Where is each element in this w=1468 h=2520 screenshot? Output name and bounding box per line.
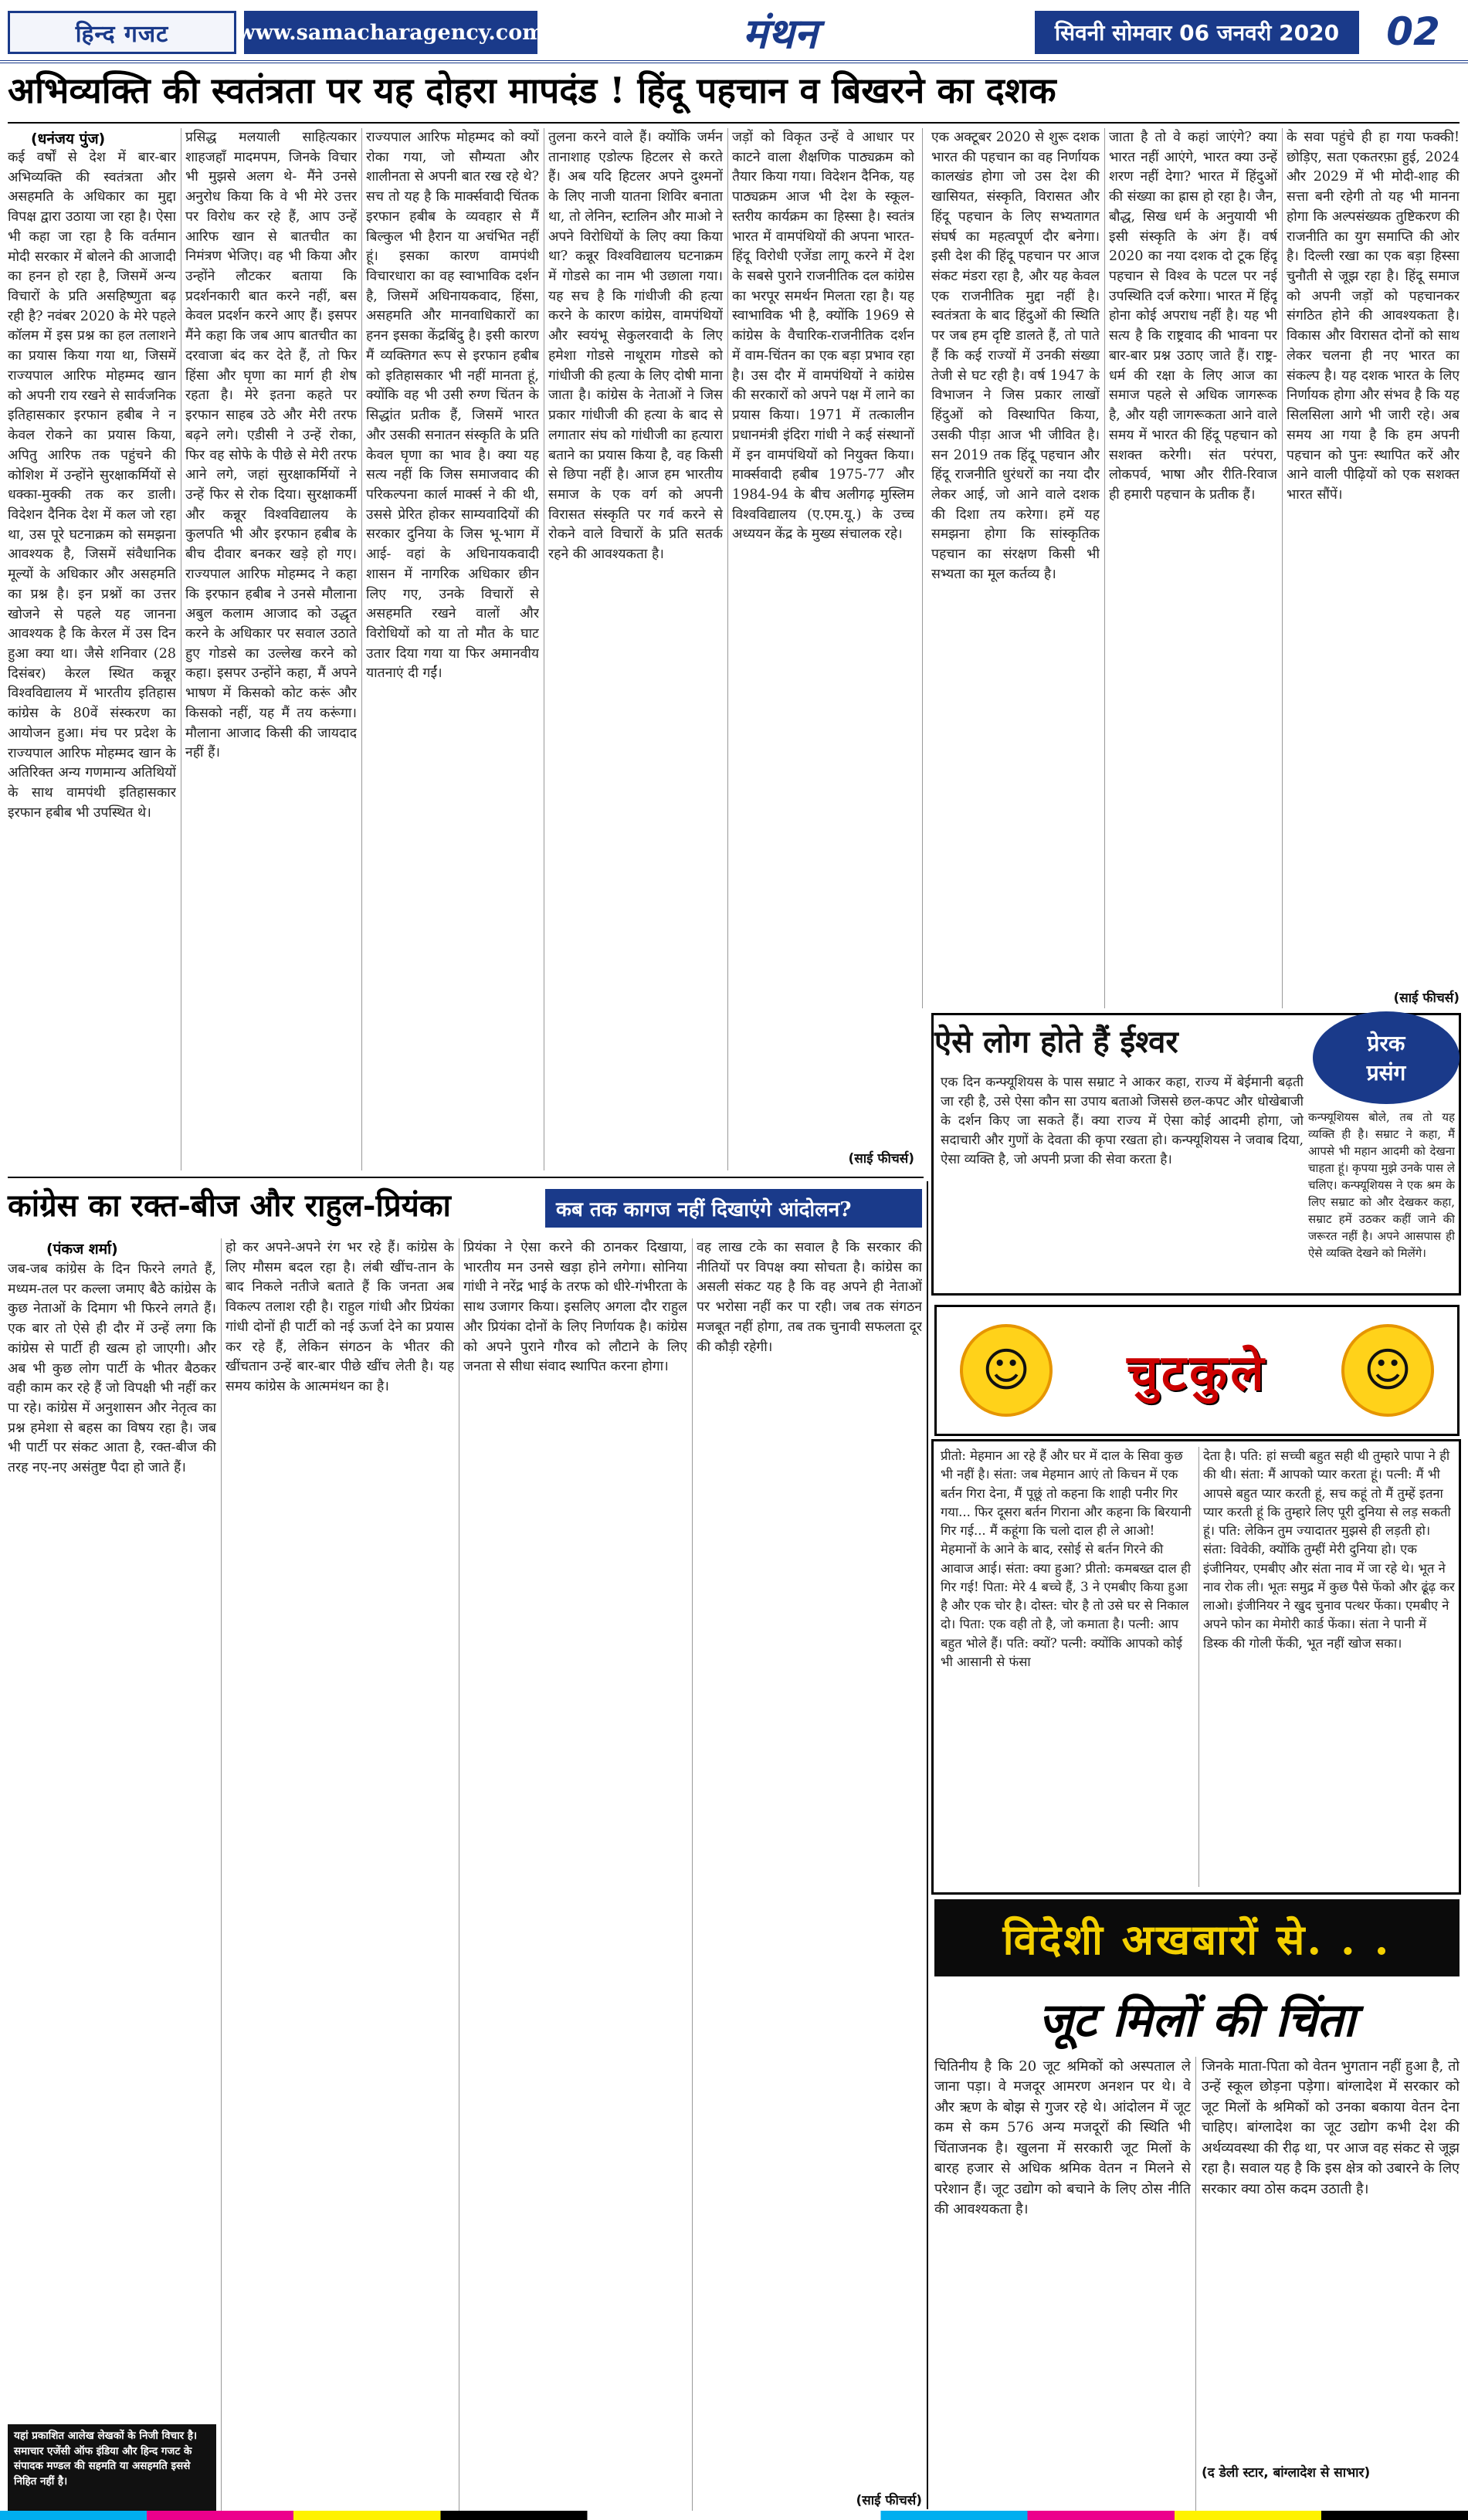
article-column: एक अक्टूबर 2020 से शुरू दशक भारत की पहचान का वह निर्णायक कालखंड होगा जो उस देश की खासियत, संस्कृति, विरासत और हिंदू पहचान के लिए सभ्यतागत संघर्ष का महत्वपूर्ण दौर बनेगा। इसी देश की हिंदू पहचान पर आज संकट मंडरा रहा है, और यह केवल एक राजनीतिक मुद्दा नहीं है। स्वतंत्रता के बाद हिंदुओं की स्थिति पर जब हम दृष्टि डालते हैं, तो पाते हैं कि कई राज्यों में उनकी संख्या तेजी से घट रही है। वर्ष 1947 के विभाजन ने जिस प्रकार लाखों हिंदुओं को विस्थापित किया, उसकी पीड़ा आज भी जीवित है। सन 2019 तक हिंदू पहचान और हिंदू राजनीति धुरंधरों का नया दौर लेकर आई, जो आने वाले दशक की दिशा तय करेगा। हमें यह समझना होगा कि सांस्कृतिक पहचान का संरक्षण किसी भी सभ्यता का मूल कर्तव्य है। (931, 130, 1100, 582)
article-column: जब-जब कांग्रेस के दिन फिरने लगते हैं, मध्यम-तल पर कल्ला जमाए बैठे कांग्रेस के कुछ नेताओं के दिमाग भी फिरने लगते हैं। एक बार तो ऐसे ही दौर में उन्हें लगा कि कांग्रेस से पार्टी ही खत्म हो जाएगी। और अब भी कुछ लोग पार्टी के भीतर बैठकर वही काम कर रहे हैं जो विपक्षी भी नहीं कर पा रहे। कांग्रेस में अनुशासन और नेतृत्व का प्रश्न हमेशा से बहस का विषय रहा है। जब भी पार्टी पर संकट आता है, रक्त-बीज की तरह नए-नए असंतुष्ट पैदा हो जाते हैं। (8, 1262, 216, 1476)
headline-divider (8, 122, 1460, 124)
column-divider (1104, 128, 1105, 1008)
page-number: 02 (1386, 9, 1440, 54)
article-column: के सवा पहुंचे ही हा गया फक्की! छोड़िए, सता एकतरफ़ा हुई, 2024 और 2029 में भी मोदी-शाह की सत्ता बनी रहेगी तो यह भी मानना होगा कि अल्पसंख्यक तुष्टिकरण की राजनीति का युग समाप्ति की ओर है। दिल्ली रखा का एक बड़ा हिस्सा चुनौती से जूझ रहा है। हिंदू समाज को अपनी जड़ों को पहचानकर संगठित होने की आवश्यकता है। विकास और विरासत दोनों को साथ लेकर चलना ही नए भारत का संकल्प है। यह दशक भारत के लिए निर्णायक होगा और संभव है कि यह सिलसिला आगे भी जारी रहे। अब समय आ गया है कि हम अपनी पहचान को पुनः स्थापित करें और आने वाली पीढ़ियों को एक सशक्त भारत सौंपें। (1287, 130, 1460, 503)
article-column: वह लाख टके का सवाल है कि सरकार की नीतियों पर विपक्ष क्या सोचता है। कांग्रेस का असली संकट यह है कि वह अपने ही नेताओं पर भरोसा नहीं कर पा रही। जब तक संगठन मजबूत नहीं होगा, तब तक चुनावी सफलता दूर की कौड़ी रहेगी। (697, 1240, 922, 1355)
column-divider (922, 128, 923, 1008)
column-divider (221, 1238, 222, 2512)
dateline: सिवनी सोमवार 06 जनवरी 2020 (1035, 11, 1359, 54)
laughing-smiley-icon: ☺ (960, 1324, 1053, 1417)
masthead (0, 0, 1468, 63)
article-column: जाता है तो वे कहां जाएंगे? क्या भारत नहीं आएंगे, भारत क्या उन्हें शरण नहीं देगा? भारत में हिंदुओं की संख्या का ह्रास हो रहा है। जैन, बौद्ध, सिख धर्म के अनुयायी भी इसी संस्कृति के अंग हैं। वर्ष 2020 का नया दशक दो टूक हिंदू पहचान से विश्व के पटल पर नई उपस्थिति दर्ज करेगा। भारत में हिंदू होना कोई अपराध नहीं है। यह भी सत्य है कि राष्ट्रवाद की भावना पर बार-बार प्रश्न उठाए जाते हैं। राष्ट्र-धर्म की रक्षा के लिए आज का समाज पहले से अधिक जागरूक है, और यही जागरूकता आने वाले समय में भारत की हिंदू पहचान को सशक्त करेगी। संत परंपरा, लोकपर्व, भाषा और रीति-रिवाज ही हमारी पहचान के प्रतीक हैं। (1109, 130, 1277, 503)
article-credit: (साई फीचर्स) (848, 1151, 914, 1167)
article-column: हो कर अपने-अपने रंग भर रहे हैं। कांग्रेस के लिए मौसम बदल रहा है। लंबी खींच-तान के बाद निकले नतीजे बताते हैं कि जनता अब विकल्प तलाश रही है। राहुल गांधी और प्रियंका गांधी दोनों ही पार्टी को नई ऊर्जा देने का प्रयास कर रहे हैं, लेकिन संगठन के भीतर की खींचतान उन्हें बार-बार पीछे खींच लेती है। यह समय कांग्रेस के आत्ममंथन का है। (225, 1240, 454, 1395)
jokes-banner (934, 1305, 1460, 1436)
article-column: प्रियंका ने ऐसा करने की ठानकर दिखाया, भारतीय मन उनसे खड़ा होने लगेगा। सोनिया गांधी ने नरेंद्र भाई के तरफ को धीरे-गंभीरता के साथ उजागर किया। इसलिए अगला दौर राहुल और प्रियंका दोनों के लिए निर्णायक है। कांग्रेस को अपने पुराने गौरव को लौटाने के लिए जनता से सीधा संवाद स्थापित करना होगा। (463, 1240, 687, 1375)
print-color-bar (0, 2511, 1468, 2520)
column-divider (727, 128, 728, 1170)
article-column: जड़ों को विकृत उन्हें वे आधार पर काटने वाला शैक्षणिक पाठ्यक्रम को तैयार किया गया। विदेशन दैनिक, यह पाठ्यक्रम आज भी देश के स्कूल-स्तरीय कार्यक्रम का हिस्सा है। स्वतंत्र भारत में वामपंथियों की अपना भारत-हिंदू विरोधी एजेंडा लागू करने में देश के सबसे पुराने राजनीतिक दल कांग्रेस का भरपूर समर्थन मिलता रहा है। यह स्वाभाविक भी है, क्योंकि 1969 से कांग्रेस के वैचारिक-राजनीतिक दर्शन में वाम-चिंतन का एक बड़ा प्रभाव रहा है। उस दौर में वामपंथियों ने कांग्रेस की सरकारों को अपने पक्ष में लाने का प्रयास किया। 1971 में तत्कालीन प्रधानमंत्री इंदिरा गांधी ने कई संस्थानों में इन वामपंथियों को नियुक्त किया। मार्क्सवादी हबीब 1975-77 और 1984-94 के बीच अलीगढ़ मुस्लिम विश्वविद्यालय (ए.एम.यू.) के उच्च अध्ययन केंद्र के मुख्य संचालक रहे। (732, 130, 914, 543)
jute-headline: जूट मिलों की चिंता (1038, 1993, 1356, 2048)
jokes-title: चुटकुले (1127, 1343, 1267, 1402)
laughing-smiley-icon: ☺ (1341, 1324, 1434, 1417)
section-divider (8, 1177, 924, 1178)
caa-headline: कब तक कागज नहीं दिखाएंगे आंदोलन? (545, 1189, 922, 1228)
congress-headline: कांग्रेस का रक्त-बीज और राहुल-प्रियंका (8, 1187, 451, 1224)
jute-column: चितिनीय है कि 20 जूट श्रमिकों को अस्पताल ले जाना पड़ा। वे मजदूर आमरण अनशन पर थे। वे और ऋण के बोझ से गुजर रहे थे। आंदोलन में जूट कम से कम 576 अन्य मजदूरों की स्थिति भी चिंताजनक है। खुलना में सरकारी जूट मिलों के बारह हजार से अधिक श्रमिक वेतन न मिलने से परेशान हैं। जूट उद्योग को बचाने के लिए ठोस नीति की आवश्यकता है। (934, 2058, 1191, 2218)
foreign-papers-banner: विदेशी अखबारों से. . . (934, 1899, 1460, 1976)
article-credit: (साई फीचर्स) (856, 2493, 922, 2508)
badge-line: प्रसंग (1366, 1060, 1406, 1086)
column-divider (361, 128, 362, 1170)
column-divider (1198, 1447, 1199, 1887)
article-column: प्रसिद्ध मलयाली साहित्यकार शाहजहाँ मादमपम, जिनके विचार भी मुझसे अलग थे- मैंने उनसे अनुरोध किया कि वे भी मेरे उत्तर पर विरोध कर रहे हैं, आप उन्हें आरिफ खान से बातचीत का निमंत्रण भेजिए। वह भी किया और उन्होंने लौटकर बताया कि प्रदर्शनकारी बात करने नहीं, बस केवल प्रदर्शन करने आए हैं। इसपर मैंने कहा कि जब आप बातचीत का दरवाजा बंद कर देते हैं, तो फिर हिंसा और घृणा का मार्ग ही शेष रहता है। मेरे इतना कहते पर इरफान साहब उठे और मेरी तरफ बढ़ने लगे। एडीसी ने उन्हें रोका, फिर वह सोफे के पीछे से मेरी तरफ आने लगे, जहां सुरक्षाकर्मियों ने उन्हें फिर से रोक दिया। सुरक्षाकर्मी और कन्नूर विश्वविद्यालय के कुलपति भी और इरफान हबीब के बीच दीवार बनकर खड़े हो गए। राज्यपाल आरिफ मोहम्मद ने कहा कि इरफान हबीब ने उनसे मौलाना अबुल कलाम आजाद को उद्धृत करने के अधिकार पर सवाल उठाते हुए गोडसे का उल्लेख करने को कहा। इसपर उन्होंने कहा, मैं अपने भाषण में किसको कोट करूं और किसको नहीं, यह मैं तय करूंगा। मौलाना आजाद किसी की जायदाद नहीं हैं। (185, 130, 357, 761)
disclaimer-box: यहां प्रकाशित आलेख लेखकों के निजी विचार है। समाचार एजेंसी ऑफ इंडिया और हिन्द गजट के संपादक मण्डल की सहमति या असहमति इससे निहित नहीं है। (8, 2424, 216, 2517)
article-column: राज्यपाल आरिफ मोहम्मद को क्यों रोका गया, जो सौम्यता और शालीनता से अपनी बात रख रहे थे? सच तो यह है कि मार्क्सवादी चिंतक इरफान हबीब के व्यवहार से मैं बिल्कुल भी हैरान या अचंभित नहीं हूं। इसका कारण वामपंथी विचारधारा का वह स्वाभाविक दर्शन है, जिसमें अधिनायकवाद, हिंसा, असहमति और मानवाधिकारों का हनन इसका केंद्रबिंदु है। इसी कारण मैं व्यक्तिगत रूप से इरफान हबीब को इतिहासकार भी नहीं मानता हूं, क्योंकि वह भी उसी रुग्ण चिंतन के सिद्धांत प्रतीक हैं, जिसमें भारत और उसकी सनातन संस्कृति के प्रति केवल घृणा का भाव है। क्या यह सत्य नहीं कि जिस समाजवाद की परिकल्पना कार्ल मार्क्स ने की थी, उससे प्रेरित होकर साम्यवादियों की सरकार दुनिया के जिस भू-भाग में आई- वहां के अधिनायकवादी शासन में नागरिक अधिकार छीन लिए गए, उनके विचारों से असहमति रखने वालों और विरोधियों को या तो मौत के घाट उतार दिया गया या फिर अमानवीय यातनाएं दी गईं। (366, 130, 539, 682)
column-divider (1195, 2057, 1196, 2512)
badge-line: प्रेरक (1367, 1031, 1405, 1056)
story-headline: ऐसे लोग होते हैं ईश्वर (934, 1024, 1178, 1060)
story-column: एक दिन कन्फ्यूशियस के पास सम्राट ने आकर कहा, राज्य में बेईमानी बढ़ती जा रही है, उसे ऐसा कौन सा उपाय बताओ जिससे छल-कपट और धोखेबाजी के दर्शन किए जा सकते हैं। क्या राज्य में ऐसा कोई आदमी होगा, जो सदाचारी और गुणों के देवता की कृपा रखता हो। कन्फ्यूशियस ने जवाब दिया, ऐसा व्यक्ति है, जो अपनी प्रजा की सेवा करता है। (941, 1075, 1304, 1167)
main-headline: अभिव्यक्ति की स्वतंत्रता पर यह दोहरा मापदंड ! हिंदू पहचान व बिखरने का दशक (8, 69, 1056, 111)
article-credit: (साई फीचर्स) (1393, 991, 1460, 1006)
column-divider (1282, 128, 1283, 1008)
article-column: कई वर्षों से देश में बार-बार अभिव्यक्ति की स्वतंत्रता और असहमति के अधिकार का मुद्दा विपक्ष द्वारा उठाया जा रहा है। ऐसा भी कहा जा रहा है कि वर्तमान मोदी सरकार में बोलने की आजादी का हनन हो रहा है, जिसमें अन्य विचारों के प्रति असहिष्णुता बढ़ रही है? नवंबर 2020 के मेरे पहले कॉलम में इस प्रश्न का हल तलाशने का प्रयास किया गया था, जिसमें राज्यपाल आरिफ मोहम्मद खान को अपनी राय रखने से सार्वजनिक इतिहासकार इरफान हबीब ने न केवल रोकने का प्रयास किया, अपितु आरिफ तक पहुंचने की कोशिश में उन्होंने सुरक्षाकर्मियों से धक्का-मुक्की तक कर डाली। विदेशन दैनिक देश में कल जो रहा था, उस पूरे घटनाक्रम को समझना आवश्यक है, जिसमें संवैधानिक मूल्यों के अधिकार और असहमति का प्रश्न है। इन प्रश्नों का उत्तर खोजने से पहले यह जानना आवश्यक है कि केरल में उस दिन हुआ क्या था। जैसे शनिवार (28 दिसंबर) केरल स्थित कन्नूर विश्वविद्यालय में भारतीय इतिहास कांग्रेस के 80वें संस्करण का आयोजन हुआ। मंच पर प्रदेश के राज्यपाल आरिफ मोहम्मद खान के अतिरिक्त अन्य गणमान्य अतिथियों के साथ वामपंथी इतिहासकार इरफान हबीब भी उपस्थित थे। (8, 150, 176, 821)
jokes-column: देता है। पति: हां सच्ची बहुत सही थी तुम्हारे पापा ने ही की थी। संता: मैं आपको प्यार करता हूं। पत्नी: मैं भी आपसे बहुत प्यार करती हूं, सच कहूं तो मैं तुम्हें इतना प्यार करती हूं कि तुम्हारे लिए पूरी दुनिया से लड़ सकती हूं। पति: लेकिन तुम ज्यादातर मुझसे ही लड़ती हो। संता: विवेकी, क्योंकि तुम्हीं मेरी दुनिया हो। एक इंजीनियर, एमबीए और संता नाव में जा रहे थे। भूत ने नाव रोक ली। भूतः समुद्र में कुछ पैसे फेंको और ढूंढ़ कर लाओ। इंजीनियर ने खुद चुनाव पत्थर फेंका। एमबीए ने अपने फोन का मेमोरी कार्ड फेंका। संता ने पानी में डिस्क की गोली फेंकी, भूत नहीं खोज सका। (1203, 1448, 1455, 1651)
jokes-column: प्रीतो: मेहमान आ रहे हैं और घर में दाल के सिवा कुछ भी नहीं है। संता: जब मेहमान आएं तो किचन में एक बर्तन गिरा देना, मैं पूछूं तो कहना कि शाही पनीर गिर गया... फिर दूसरा बर्तन गिराना और कहना कि बिरयानी गिर गई... मैं कहूंगा कि चलो दाल ही ले आओ! मेहमानों के आने के बाद, रसोई से बर्तन गिरने की आवाज आई। संता: क्या हुआ? प्रीतो: कमबख्त दाल ही गिर गई! पिता: मेरे 4 बच्चे हैं, 3 ने एमबीए किया हुआ है और एक चोर है। दोस्त: चोर है तो उसे घर से निकाल दो। पिता: एक वही तो है, जो कमाता है। पत्नी: आप बहुत भोले हैं। पति: क्यों? पत्नी: क्योंकि आपको कोई भी आसानी से फंसा (941, 1448, 1192, 1669)
section-title: मंथन (742, 8, 818, 58)
article-column: तुलना करने वाले हैं। क्योंकि जर्मन तानाशाह एडोल्फ हिटलर से करते हैं। अब यदि हिटलर अपने दुश्मनों के लिए नाजी यातना शिविर बनाता था, तो लेनिन, स्टालिन और माओ ने अपने विरोधियों के लिए क्या किया था? कन्नूर विश्वविद्यालय घटनाक्रम में गोडसे का नाम भी उछाला गया। यह सच है कि गांधीजी की हत्या करने के कारण कांग्रेस, वामपंथियों और स्वयंभू सेकुलरवादी के लिए हमेशा गोडसे नाथूराम गोडसे को गांधीजी की हत्या के लिए दोषी माना जाता है। कांग्रेस के नेताओं ने जिस प्रकार गांधीजी की हत्या के बाद से लगातार संघ को गांधीजी का हत्यारा बताने का प्रयास किया है, वह किसी से छिपा नहीं है। आज हम भारतीय समाज के एक वर्ग को अपनी विरासत संस्कृति पर गर्व करने से रोकने वाले विचारों के प्रति सतर्क रहने की आवश्यकता है। (548, 130, 723, 563)
newspaper-logo: हिन्द गजट (8, 11, 236, 54)
column-divider (692, 1238, 693, 2512)
prerak-prasang-badge (1313, 1011, 1460, 1104)
website-url[interactable]: www.samacharagency.com (244, 11, 537, 54)
article-author: (पंकज शर्मा) (46, 1241, 118, 1258)
story-column: कन्फ्यूशियस बोले, तब तो यह व्यक्ति ही है। सम्राट ने कहा, मैं आपसे भी महान आदमी को देखना चाहता हूं। कृपया मुझे उनके पास ले चलिए। कन्फ्यूशियस ने एक श्रम के लिए सम्राट को और देखकर कहा, सम्राट हमें उठकर कहीं जाने की जरूरत नहीं है। अपने आसपास ही ऐसे व्यक्ति देखने को मिलेंगे। (1308, 1110, 1455, 1261)
jute-column: जिनके माता-पिता को वेतन भुगतान नहीं हुआ है, तो उन्हें स्कूल छोड़ना पड़ेगा। बांग्लादेश में सरकार को जूट मिलों के श्रमिकों को उनका बकाया वेतन देना चाहिए। बांग्लादेश का जूट उद्योग कभी देश की अर्थव्यवस्था की रीढ़ था, पर आज वह संकट से जूझ रहा है। सवाल यह है कि इस क्षेत्र को उबारने के लिए सरकार क्या ठोस कदम उठाती है। (1202, 2058, 1460, 2197)
jute-credit: (द डेली स्टार, बांग्लादेश से साभार) (1202, 2465, 1371, 2481)
column-divider (927, 1181, 928, 2509)
article-author: (धनंजय पुंज) (31, 130, 106, 147)
